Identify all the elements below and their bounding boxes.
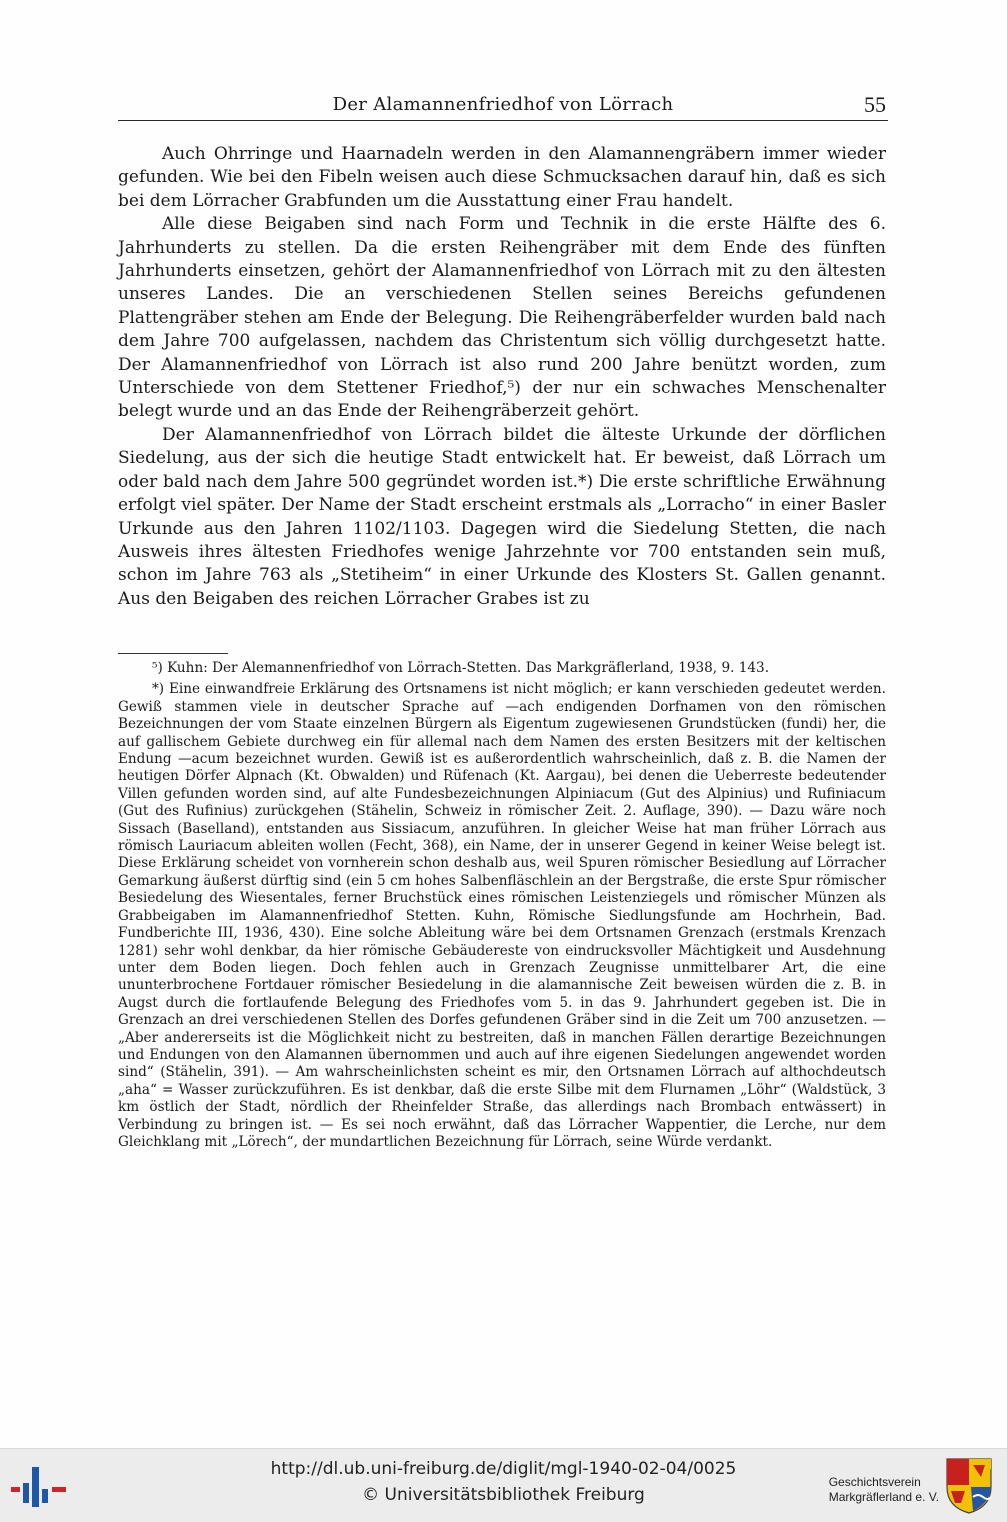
copyright-notice: © Universitätsbibliothek Freiburg bbox=[362, 1485, 645, 1505]
society-line-1: Geschichtsverein bbox=[828, 1475, 921, 1489]
paragraph: Der Alamannenfriedhof von Lörrach bildet die älteste Urkunde der dörflichen Siedelung, aus der sich die heutige Stadt entwickelt hat. Er beweist, daß Lörrach um oder bald nach dem Jahre 500 gegründet worden ist.*) Die erste schriftliche Erwähnung erfolgt viel später. Der Name der Stadt erscheint erstmals als „Lorracho“ in einer Basler Urkunde aus den Jahren 1102/1103. Dagegen wird die Siedelung Stetten, die nach Ausweis ihres ältesten Friedhofes wenige Jahrzehnte vor 700 entstanden sein muß, schon im Jahre 763 als „Stetiheim“ in einer Urkunde des Klosters St. Gallen genannt. Aus den Beigaben des reichen Lörracher Grabes ist zu bbox=[118, 424, 886, 609]
paragraph: Alle diese Beigaben sind nach Form und Technik in die erste Hälfte des 6. Jahrhunderts zu stellen. Da die ersten Reihengräber mit dem Ende des fünften Jahrhunderts einsetzen, gehört der Alamannenfriedhof von Lörrach mit zu den ältesten unseres Landes. Die an verschiedenen Stellen seines Bereichs gefundenen Plattengräber stehen am Ende der Belegung. Die Reihengräberfelder wurden bald nach dem Jahre 700 aufgelassen, nachdem das Christentum sich völlig durchgesetzt hatte. Der Alamannenfriedhof von Lörrach ist also rund 200 Jahre benützt worden, zum Unterschiede von dem Stettener Friedhof,⁵) der nur ein schwaches Menschenalter belegt wurde und an das Ende der Reihengräberzeit gehört. bbox=[118, 214, 886, 422]
footnotes bbox=[118, 660, 886, 1155]
running-header bbox=[118, 92, 888, 122]
document-url[interactable]: http://dl.ub.uni-freiburg.de/diglit/mgl-1940-02-04/0025 bbox=[270, 1459, 737, 1479]
main-text bbox=[118, 143, 886, 611]
markgraeflerland-crest-icon[interactable] bbox=[945, 1457, 993, 1515]
footnote-rule bbox=[118, 653, 228, 654]
paragraph: Auch Ohrringe und Haarnadeln werden in den Alamannengräbern immer wieder gefunden. Wie bei den Fibeln weisen auch diese Schmucksachen darauf hin, daß es sich bei dem Lörracher Grabfunden um die Ausstattung einer Frau handelt. bbox=[118, 144, 886, 211]
footnote: *) Eine einwandfreie Erklärung des Ortsnamens ist nicht möglich; er kann verschieden gedeutet werden. Gewiß stammen viele in deutscher Sprache auf —ach endigenden Dorfnamen von den römischen Bezeichnungen der vom Staate einzelnen Bürgern als Eigentum zugewiesenen Grundstücken (fundi) her, die auf gallischem Gebiete durchweg ein für allemal nach dem Namen des ersten Besitzers mit der keltischen Endung —acum bezeichnet wurden. Gewiß ist es außerordentlich wahrscheinlich, daß z. B. die Namen der heutigen Dörfer Alpnach (Kt. Obwalden) und Rüfenach (Kt. Aargau), bei denen die Ueberreste bedeutender Villen gefunden worden sind, auf alte Fundesbezeichnungen Alpiniacum (Gut des Alpinius) und Rufiniacum (Gut des Rufinius) zurückgehen (Stähelin, Schweiz in römischer Zeit. 2. Auflage, 390). — Dazu wäre noch Sissach (Baselland), entstanden aus Sissiacum, anzuführen. In gleicher Weise hat man früher Lörrach aus römisch Lauriacum ableiten wollen (Fecht, 368), ein Name, der in unserer Gegend in keiner Weise belegt ist. Diese Erklärung scheidet von vornherein schon deshalb aus, weil Spuren römischer Besiedlung auf Lörracher Gemarkung äußerst dürftig sind (ein 5 cm hohes Salbenfläschlein an der Bergstraße, die erste Spur römischer Besiedelung des Wiesentales, ferner Bruchstück eines römischen Leistenziegels und römischer Münzen als Grabbeigaben im Alamannenfriedhof Stetten. Kuhn, Römische Siedlungsfunde am Hochrhein, Bad. Fundberichte III, 1936, 430). Eine solche Ableitung wäre bei dem Ortsnamen Grenzach (erstmals Krenzach 1281) sehr wohl denkbar, da hier römische Gebäudereste von eindrucksvoller Mächtigkeit und Ausdehnung unter dem Boden liegen. Doch fehlen auch in Grenzach Zeugnisse unmittelbarer Art, die eine ununterbrochene Fortdauer römischer Besiedelung in die alamannische Zeit beweisen würden die z. B. in Augst durch die fortlaufende Belegung des Friedhofes vom 5. in das 9. Jahrhundert gegeben ist. Die in Grenzach an drei verschiedenen Stellen des Dorfes gefundenen Gräber sind in die Zeit um 700 anzusetzen. — „Aber andererseits ist die Möglichkeit nicht zu bestreiten, daß in manchen Fällen derartige Bezeichnungen und Endungen von den Alamannen übernommen und auch auf ihre eigenen Siedelungen angewendet worden sind“ (Stähelin, 391). — Am wahrscheinlichsten scheint es mir, den Ortsnamen Lörrach auf althochdeutsch „aha“ = Wasser zurückzuführen. Es ist denkbar, daß die erste Silbe mit dem Flurnamen „Löhr“ (Waldstück, 3 km östlich der Stadt, nördlich der Rheinfelder Straße, das allerdings nach Brombach entwässert) in Verbindung zu bringen ist. — Es sei noch erwähnt, daß das Lörracher Wappentier, die Lerche, nur dem Gleichklang mit „Lörech“, der mundartlichen Bezeichnung für Lörrach, seine Würde verdankt. bbox=[118, 681, 886, 1150]
page-number: 55 bbox=[864, 92, 886, 117]
society-name[interactable] bbox=[829, 1475, 939, 1505]
society-line-2: Markgräflerland e. V. bbox=[828, 1490, 939, 1504]
header-rule bbox=[118, 120, 888, 121]
viewer-footer bbox=[0, 1448, 1007, 1522]
header-title: Der Alamannenfriedhof von Lörrach bbox=[332, 94, 674, 115]
footnote: ⁵) Kuhn: Der Alemannenfriedhof von Lörrach-Stetten. Das Markgräflerland, 1938, 9. 143. bbox=[152, 660, 770, 676]
